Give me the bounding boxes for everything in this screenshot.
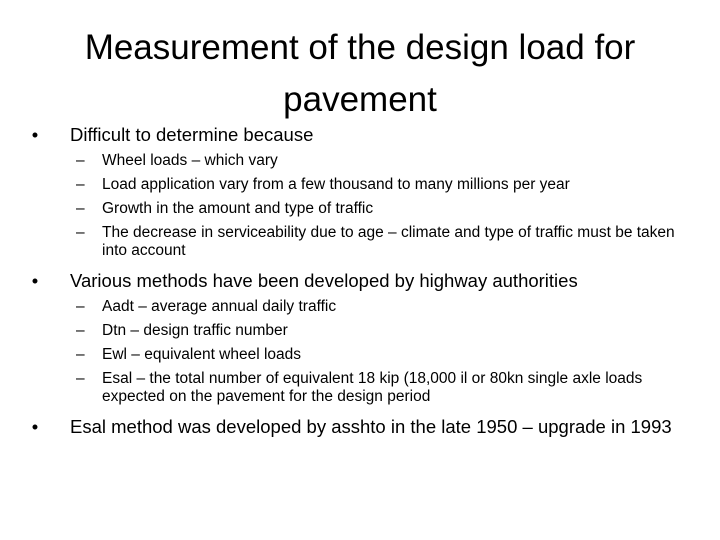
dash-icon: –: [76, 200, 85, 217]
bullet-text: Difficult to determine because: [70, 124, 314, 145]
slide-title-line-2: pavement: [283, 80, 437, 119]
sub-bullet-item: [28, 298, 700, 316]
sub-bullet-text: Aadt – average annual daily traffic: [102, 298, 337, 315]
sub-bullet-text: Ewl – equivalent wheel loads: [102, 346, 302, 363]
slide-title-line-1: Measurement of the design load for: [84, 28, 636, 67]
sub-bullet-text: Esal – the total number of equivalent 18 kip (18,000 il or 80kn single axle loads expected on the pavement for the design period: [102, 370, 643, 405]
bullet-item: [28, 124, 700, 146]
dash-icon: –: [76, 176, 85, 193]
sub-bullet-item: [28, 322, 700, 340]
dash-icon: –: [76, 298, 85, 315]
slide-title: [36, 22, 684, 126]
bullet-item: [28, 416, 700, 438]
dash-icon: –: [76, 224, 85, 241]
sub-bullet-item: [28, 200, 700, 218]
sub-bullet-list: [28, 152, 700, 260]
sub-bullet-item: [28, 370, 700, 406]
sub-bullet-text: Growth in the amount and type of traffic: [102, 200, 374, 217]
sub-bullet-item: [28, 224, 700, 260]
bullet-text: Various methods have been developed by highway authorities: [70, 270, 578, 291]
dash-icon: –: [76, 152, 85, 169]
bullet-dot-icon: •: [31, 124, 39, 145]
dash-icon: –: [76, 346, 85, 363]
sub-bullet-item: [28, 346, 700, 364]
sub-bullet-list: [28, 298, 700, 406]
bullet-text: Esal method was developed by asshto in the late 1950 – upgrade in 1993: [70, 416, 672, 437]
bullet-item: [28, 270, 700, 292]
dash-icon: –: [76, 370, 85, 387]
bullet-list: [28, 124, 700, 438]
bullet-dot-icon: •: [31, 416, 39, 437]
sub-bullet-text: Load application vary from a few thousand to many millions per year: [102, 176, 570, 193]
dash-icon: –: [76, 322, 85, 339]
bullet-dot-icon: •: [31, 270, 39, 291]
sub-bullet-text: Wheel loads – which vary: [102, 152, 278, 169]
sub-bullet-item: [28, 152, 700, 170]
sub-bullet-text: Dtn – design traffic number: [102, 322, 288, 339]
sub-bullet-item: [28, 176, 700, 194]
sub-bullet-text: The decrease in serviceability due to age – climate and type of traffic must be taken into account: [102, 224, 675, 259]
